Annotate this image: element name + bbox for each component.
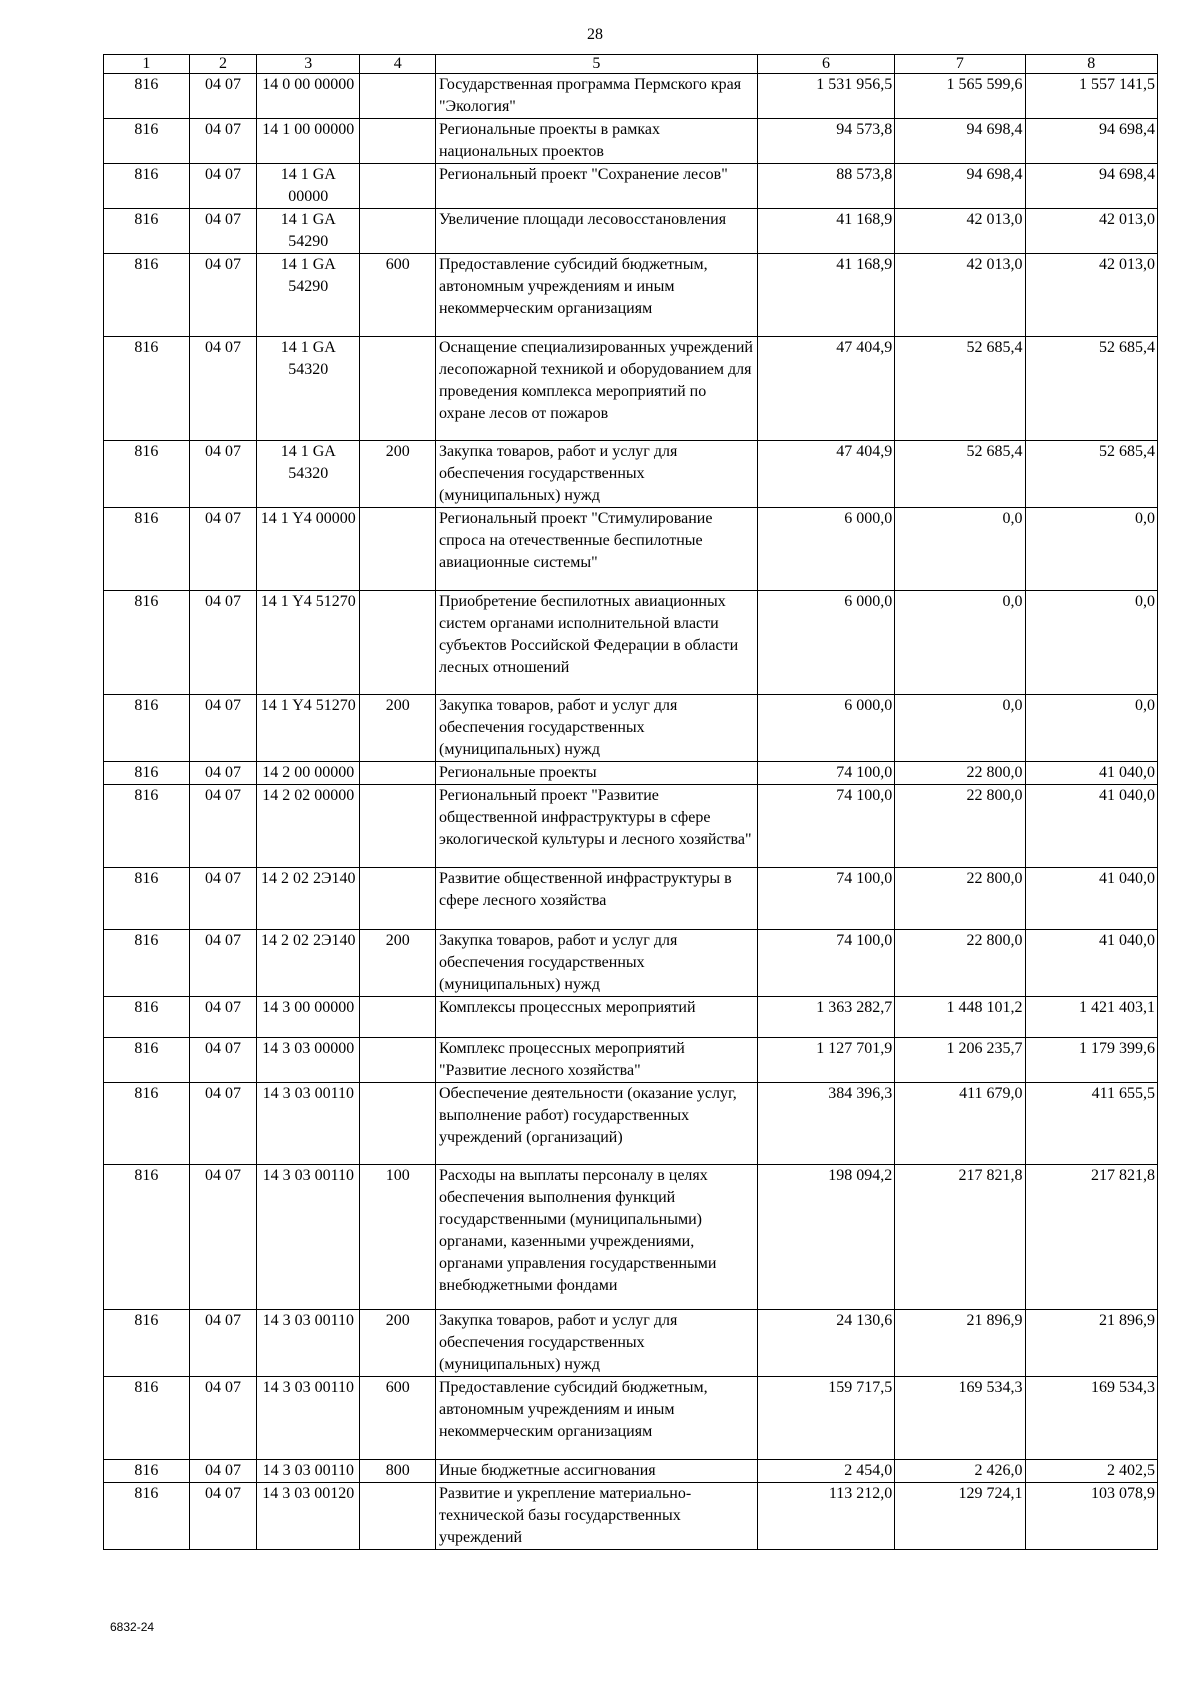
page-number: 28 <box>587 26 603 43</box>
grbs-code-cell: 816 <box>104 337 190 441</box>
section-code-cell: 04 07 <box>189 930 256 997</box>
section-code-cell: 04 07 <box>189 868 256 930</box>
amount-col6-cell: 113 212,0 <box>757 1483 895 1550</box>
description-cell: Закупка товаров, работ и услуг для обеспечения государственных (муниципальных) нужд <box>435 695 757 762</box>
grbs-code-cell: 816 <box>104 868 190 930</box>
grbs-code-cell: 816 <box>104 997 190 1038</box>
expense-type-cell <box>360 868 436 930</box>
description-cell: Закупка товаров, работ и услуг для обеспечения государственных (муниципальных) нужд <box>435 441 757 508</box>
section-code-cell: 04 07 <box>189 591 256 695</box>
target-article-cell: 14 1 GA 00000 <box>257 164 360 209</box>
target-article-cell: 14 3 03 00120 <box>257 1483 360 1550</box>
expense-type-cell <box>360 508 436 591</box>
table-row <box>104 868 1158 930</box>
amount-col6-cell: 1 127 701,9 <box>757 1038 895 1083</box>
target-article-cell: 14 0 00 00000 <box>257 74 360 119</box>
amount-col6-cell: 88 573,8 <box>757 164 895 209</box>
grbs-code-cell: 816 <box>104 695 190 762</box>
amount-col6-cell: 94 573,8 <box>757 119 895 164</box>
amount-col6-cell: 2 454,0 <box>757 1460 895 1483</box>
amount-col7-cell: 1 565 599,6 <box>895 74 1025 119</box>
amount-col6-cell: 74 100,0 <box>757 785 895 868</box>
amount-col7-cell: 22 800,0 <box>895 930 1025 997</box>
section-code-cell: 04 07 <box>189 508 256 591</box>
amount-col6-cell: 41 168,9 <box>757 254 895 337</box>
section-code-cell: 04 07 <box>189 695 256 762</box>
section-code-cell: 04 07 <box>189 74 256 119</box>
section-code-cell: 04 07 <box>189 1310 256 1377</box>
amount-col7-cell: 0,0 <box>895 591 1025 695</box>
amount-col8-cell: 41 040,0 <box>1025 930 1157 997</box>
table-row <box>104 1165 1158 1310</box>
table-row <box>104 337 1158 441</box>
expense-type-cell: 600 <box>360 254 436 337</box>
expense-type-cell <box>360 1083 436 1165</box>
grbs-code-cell: 816 <box>104 508 190 591</box>
grbs-code-cell: 816 <box>104 1038 190 1083</box>
amount-col6-cell: 74 100,0 <box>757 868 895 930</box>
target-article-cell: 14 1 GA 54290 <box>257 254 360 337</box>
grbs-code-cell: 816 <box>104 930 190 997</box>
amount-col7-cell: 1 448 101,2 <box>895 997 1025 1038</box>
amount-col6-cell: 384 396,3 <box>757 1083 895 1165</box>
target-article-cell: 14 2 02 2Э140 <box>257 868 360 930</box>
table-row <box>104 74 1158 119</box>
amount-col6-cell: 159 717,5 <box>757 1377 895 1460</box>
section-code-cell: 04 07 <box>189 1377 256 1460</box>
amount-col8-cell: 1 421 403,1 <box>1025 997 1157 1038</box>
target-article-cell: 14 1 Y4 51270 <box>257 695 360 762</box>
grbs-code-cell: 816 <box>104 1165 190 1310</box>
expense-type-cell <box>360 591 436 695</box>
section-code-cell: 04 07 <box>189 441 256 508</box>
amount-col7-cell: 1 206 235,7 <box>895 1038 1025 1083</box>
col-header-1: 1 <box>104 55 190 74</box>
target-article-cell: 14 3 03 00110 <box>257 1165 360 1310</box>
table-header-row <box>104 55 1158 74</box>
description-cell: Региональный проект "Стимулирование спроса на отечественные беспилотные авиационные системы" <box>435 508 757 591</box>
description-cell: Расходы на выплаты персоналу в целях обеспечения выполнения функций государственными (муниципальными) органами, казенными учреждениями, органами управления государственными внебюджетными фондами <box>435 1165 757 1310</box>
col-header-7: 7 <box>895 55 1025 74</box>
amount-col6-cell: 1 531 956,5 <box>757 74 895 119</box>
expense-type-cell <box>360 119 436 164</box>
amount-col7-cell: 52 685,4 <box>895 441 1025 508</box>
amount-col6-cell: 24 130,6 <box>757 1310 895 1377</box>
grbs-code-cell: 816 <box>104 441 190 508</box>
expense-type-cell <box>360 785 436 868</box>
description-cell: Иные бюджетные ассигнования <box>435 1460 757 1483</box>
amount-col8-cell: 52 685,4 <box>1025 337 1157 441</box>
grbs-code-cell: 816 <box>104 785 190 868</box>
amount-col6-cell: 47 404,9 <box>757 337 895 441</box>
description-cell: Оснащение специализированных учреждений лесопожарной техникой и оборудованием для проведения комплекса мероприятий по охране лесов от пожаров <box>435 337 757 441</box>
table-row <box>104 695 1158 762</box>
amount-col6-cell: 47 404,9 <box>757 441 895 508</box>
table-row <box>104 508 1158 591</box>
target-article-cell: 14 3 00 00000 <box>257 997 360 1038</box>
amount-col8-cell: 94 698,4 <box>1025 164 1157 209</box>
description-cell: Предоставление субсидий бюджетным, автономным учреждениям и иным некоммерческим организациям <box>435 1377 757 1460</box>
amount-col8-cell: 0,0 <box>1025 508 1157 591</box>
section-code-cell: 04 07 <box>189 785 256 868</box>
amount-col8-cell: 0,0 <box>1025 591 1157 695</box>
table-row <box>104 1310 1158 1377</box>
amount-col7-cell: 129 724,1 <box>895 1483 1025 1550</box>
amount-col8-cell: 0,0 <box>1025 695 1157 762</box>
table-row <box>104 1038 1158 1083</box>
expense-type-cell <box>360 74 436 119</box>
description-cell: Региональный проект "Сохранение лесов" <box>435 164 757 209</box>
table-row <box>104 119 1158 164</box>
amount-col7-cell: 0,0 <box>895 508 1025 591</box>
grbs-code-cell: 816 <box>104 591 190 695</box>
amount-col7-cell: 217 821,8 <box>895 1165 1025 1310</box>
table-row <box>104 762 1158 785</box>
table-body <box>104 74 1158 1550</box>
target-article-cell: 14 2 02 2Э140 <box>257 930 360 997</box>
amount-col6-cell: 74 100,0 <box>757 762 895 785</box>
amount-col7-cell: 169 534,3 <box>895 1377 1025 1460</box>
table-row <box>104 1483 1158 1550</box>
col-header-4: 4 <box>360 55 436 74</box>
grbs-code-cell: 816 <box>104 1310 190 1377</box>
description-cell: Развитие и укрепление материально-технической базы государственных учреждений <box>435 1483 757 1550</box>
col-header-3: 3 <box>257 55 360 74</box>
target-article-cell: 14 2 00 00000 <box>257 762 360 785</box>
section-code-cell: 04 07 <box>189 164 256 209</box>
expense-type-cell <box>360 209 436 254</box>
description-cell: Приобретение беспилотных авиационных систем органами исполнительной власти субъектов Российской Федерации в области лесных отношений <box>435 591 757 695</box>
description-cell: Государственная программа Пермского края "Экология" <box>435 74 757 119</box>
amount-col8-cell: 103 078,9 <box>1025 1483 1157 1550</box>
footer-code: 6832-24 <box>110 1620 155 1634</box>
target-article-cell: 14 3 03 00110 <box>257 1460 360 1483</box>
budget-table <box>103 54 1158 1550</box>
expense-type-cell <box>360 762 436 785</box>
amount-col6-cell: 6 000,0 <box>757 695 895 762</box>
table-row <box>104 591 1158 695</box>
amount-col8-cell: 2 402,5 <box>1025 1460 1157 1483</box>
section-code-cell: 04 07 <box>189 254 256 337</box>
amount-col7-cell: 94 698,4 <box>895 164 1025 209</box>
amount-col7-cell: 2 426,0 <box>895 1460 1025 1483</box>
target-article-cell: 14 1 GA 54320 <box>257 337 360 441</box>
grbs-code-cell: 816 <box>104 762 190 785</box>
amount-col8-cell: 41 040,0 <box>1025 785 1157 868</box>
table-row <box>104 164 1158 209</box>
expense-type-cell: 200 <box>360 930 436 997</box>
amount-col8-cell: 41 040,0 <box>1025 762 1157 785</box>
expense-type-cell <box>360 1483 436 1550</box>
amount-col7-cell: 22 800,0 <box>895 868 1025 930</box>
amount-col8-cell: 52 685,4 <box>1025 441 1157 508</box>
target-article-cell: 14 1 Y4 00000 <box>257 508 360 591</box>
amount-col6-cell: 6 000,0 <box>757 591 895 695</box>
description-cell: Увеличение площади лесовосстановления <box>435 209 757 254</box>
description-cell: Региональный проект "Развитие общественной инфраструктуры в сфере экологической культуры и лесного хозяйства" <box>435 785 757 868</box>
amount-col7-cell: 0,0 <box>895 695 1025 762</box>
col-header-5: 5 <box>435 55 757 74</box>
table-row <box>104 209 1158 254</box>
target-article-cell: 14 2 02 00000 <box>257 785 360 868</box>
table-row <box>104 1377 1158 1460</box>
amount-col6-cell: 6 000,0 <box>757 508 895 591</box>
expense-type-cell: 600 <box>360 1377 436 1460</box>
section-code-cell: 04 07 <box>189 1038 256 1083</box>
expense-type-cell: 200 <box>360 1310 436 1377</box>
table-row <box>104 930 1158 997</box>
amount-col6-cell: 1 363 282,7 <box>757 997 895 1038</box>
amount-col6-cell: 41 168,9 <box>757 209 895 254</box>
grbs-code-cell: 816 <box>104 1460 190 1483</box>
description-cell: Развитие общественной инфраструктуры в сфере лесного хозяйства <box>435 868 757 930</box>
expense-type-cell: 100 <box>360 1165 436 1310</box>
expense-type-cell <box>360 1038 436 1083</box>
expense-type-cell: 800 <box>360 1460 436 1483</box>
amount-col8-cell: 411 655,5 <box>1025 1083 1157 1165</box>
amount-col7-cell: 22 800,0 <box>895 785 1025 868</box>
grbs-code-cell: 816 <box>104 1377 190 1460</box>
target-article-cell: 14 1 GA 54290 <box>257 209 360 254</box>
section-code-cell: 04 07 <box>189 1483 256 1550</box>
amount-col8-cell: 42 013,0 <box>1025 254 1157 337</box>
section-code-cell: 04 07 <box>189 997 256 1038</box>
section-code-cell: 04 07 <box>189 337 256 441</box>
amount-col7-cell: 42 013,0 <box>895 254 1025 337</box>
target-article-cell: 14 1 GA 54320 <box>257 441 360 508</box>
description-cell: Региональные проекты в рамках национальных проектов <box>435 119 757 164</box>
target-article-cell: 14 3 03 00000 <box>257 1038 360 1083</box>
description-cell: Комплекс процессных мероприятий "Развитие лесного хозяйства" <box>435 1038 757 1083</box>
amount-col7-cell: 411 679,0 <box>895 1083 1025 1165</box>
grbs-code-cell: 816 <box>104 254 190 337</box>
grbs-code-cell: 816 <box>104 164 190 209</box>
grbs-code-cell: 816 <box>104 1483 190 1550</box>
table-row <box>104 1083 1158 1165</box>
amount-col8-cell: 1 557 141,5 <box>1025 74 1157 119</box>
table-row <box>104 785 1158 868</box>
expense-type-cell: 200 <box>360 441 436 508</box>
section-code-cell: 04 07 <box>189 762 256 785</box>
amount-col7-cell: 42 013,0 <box>895 209 1025 254</box>
amount-col8-cell: 41 040,0 <box>1025 868 1157 930</box>
amount-col6-cell: 74 100,0 <box>757 930 895 997</box>
description-cell: Обеспечение деятельности (оказание услуг, выполнение работ) государственных учреждений (организаций) <box>435 1083 757 1165</box>
amount-col7-cell: 22 800,0 <box>895 762 1025 785</box>
table-row <box>104 441 1158 508</box>
expense-type-cell: 200 <box>360 695 436 762</box>
target-article-cell: 14 3 03 00110 <box>257 1310 360 1377</box>
amount-col6-cell: 198 094,2 <box>757 1165 895 1310</box>
section-code-cell: 04 07 <box>189 119 256 164</box>
table-row <box>104 997 1158 1038</box>
section-code-cell: 04 07 <box>189 1165 256 1310</box>
target-article-cell: 14 1 00 00000 <box>257 119 360 164</box>
col-header-8: 8 <box>1025 55 1157 74</box>
amount-col7-cell: 94 698,4 <box>895 119 1025 164</box>
section-code-cell: 04 07 <box>189 1083 256 1165</box>
expense-type-cell <box>360 164 436 209</box>
description-cell: Закупка товаров, работ и услуг для обеспечения государственных (муниципальных) нужд <box>435 930 757 997</box>
description-cell: Комплексы процессных мероприятий <box>435 997 757 1038</box>
grbs-code-cell: 816 <box>104 209 190 254</box>
section-code-cell: 04 07 <box>189 1460 256 1483</box>
grbs-code-cell: 816 <box>104 1083 190 1165</box>
grbs-code-cell: 816 <box>104 119 190 164</box>
col-header-2: 2 <box>189 55 256 74</box>
description-cell: Региональные проекты <box>435 762 757 785</box>
amount-col8-cell: 94 698,4 <box>1025 119 1157 164</box>
description-cell: Закупка товаров, работ и услуг для обеспечения государственных (муниципальных) нужд <box>435 1310 757 1377</box>
target-article-cell: 14 1 Y4 51270 <box>257 591 360 695</box>
target-article-cell: 14 3 03 00110 <box>257 1377 360 1460</box>
amount-col7-cell: 52 685,4 <box>895 337 1025 441</box>
grbs-code-cell: 816 <box>104 74 190 119</box>
description-cell: Предоставление субсидий бюджетным, автономным учреждениям и иным некоммерческим организациям <box>435 254 757 337</box>
expense-type-cell <box>360 997 436 1038</box>
amount-col8-cell: 217 821,8 <box>1025 1165 1157 1310</box>
amount-col7-cell: 21 896,9 <box>895 1310 1025 1377</box>
expense-type-cell <box>360 337 436 441</box>
amount-col8-cell: 1 179 399,6 <box>1025 1038 1157 1083</box>
target-article-cell: 14 3 03 00110 <box>257 1083 360 1165</box>
table-row <box>104 254 1158 337</box>
col-header-6: 6 <box>757 55 895 74</box>
table-row <box>104 1460 1158 1483</box>
amount-col8-cell: 21 896,9 <box>1025 1310 1157 1377</box>
amount-col8-cell: 42 013,0 <box>1025 209 1157 254</box>
section-code-cell: 04 07 <box>189 209 256 254</box>
amount-col8-cell: 169 534,3 <box>1025 1377 1157 1460</box>
